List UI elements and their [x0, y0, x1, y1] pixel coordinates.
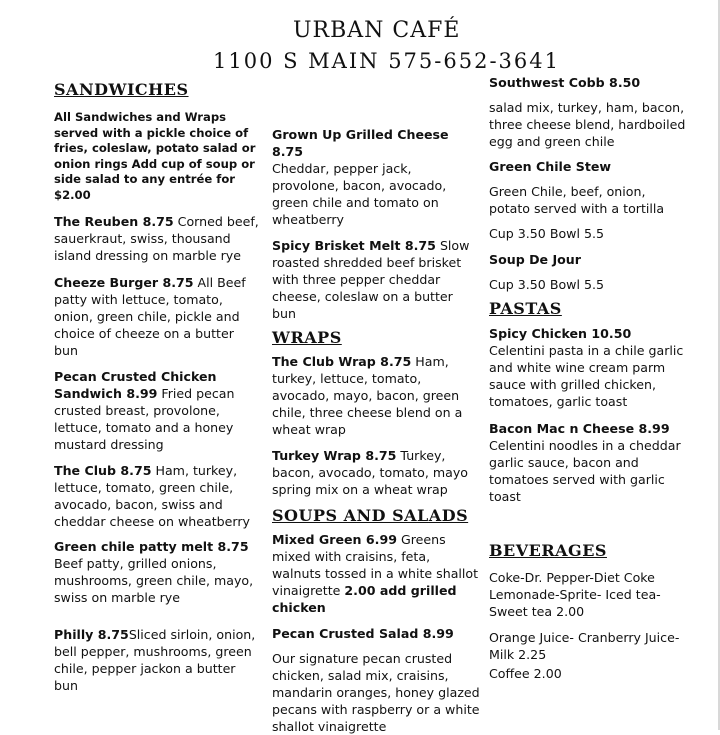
item-title: The Reuben 8.75: [54, 214, 174, 229]
menu-item-pecan-sandwich: [54, 368, 259, 453]
menu-item-spicy-brisket-melt: [272, 237, 480, 322]
menu-item-green-chile-stew-desc: Green Chile, beef, onion, potato served with a tortilla: [489, 184, 665, 216]
item-desc: Celentini noodles in a cheddar garlic sauce, bacon and tomatoes served with garlic toast: [489, 438, 681, 504]
menu-item-club-wrap: [272, 353, 480, 438]
item-title: Pecan Crusted Chicken Sandwich 8.99: [54, 369, 217, 401]
item-title: Spicy Chicken 10.50: [489, 326, 632, 341]
sandwiches-heading: SANDWICHES: [54, 80, 189, 99]
menu-item-patty-melt: [54, 538, 259, 606]
menu-item-pecan-salad-desc: Our signature pecan crusted chicken, salad mix, craisins, mandarin oranges, honey glazed pecans with raspberry or a white shallot vinaigrette: [272, 651, 480, 734]
menu-item-philly: [54, 626, 259, 694]
menu-item-bacon-mac: [489, 420, 689, 505]
item-title: The Club 8.75: [54, 463, 152, 478]
right-column: [489, 74, 689, 682]
menu-item-southwest-cobb-title: Southwest Cobb 8.50: [489, 75, 641, 90]
address-phone: 1100 S MAIN 575-652-3641: [213, 49, 560, 73]
item-title: Philly 8.75: [54, 627, 129, 642]
beverage-juices: Orange Juice- Cranberry Juice-Milk 2.25: [489, 630, 680, 662]
beverage-coffee: Coffee 2.00: [489, 666, 562, 681]
menu-item-grown-up-grilled-cheese: [272, 126, 480, 228]
menu-item-soup-de-jour-price: Cup 3.50 Bowl 5.5: [489, 277, 604, 292]
middle-column: [272, 126, 480, 735]
item-desc: Corned beef, sauerkraut, swiss, thousand island dressing on marble rye: [54, 214, 259, 263]
item-title: The Club Wrap 8.75: [272, 354, 412, 369]
item-extra: 2.00 add grilled chicken: [272, 583, 457, 615]
item-desc: Celentini pasta in a chile garlic and white wine cream parm sauce with grilled chicken, tomatoes, garlic toast: [489, 343, 684, 409]
menu-item-spicy-chicken: [489, 325, 689, 410]
menu-item-mixed-green: [272, 531, 480, 616]
item-desc: Ham, turkey, lettuce, tomato, avocado, mayo, bacon, green chile, three cheese blend on a wheat wrap: [272, 354, 463, 437]
item-desc: Turkey, bacon, avocado, tomato, mayo spring mix on a wheat wrap: [272, 448, 468, 497]
wraps-heading: WRAPS: [272, 328, 342, 347]
item-title: Mixed Green 6.99: [272, 532, 397, 547]
item-desc: Cheddar, pepper jack, provolone, bacon, avocado, green chile and tomato on wheatberry: [272, 161, 447, 227]
menu-item-green-chile-stew-title: Green Chile Stew: [489, 159, 612, 174]
soups-salads-heading: SOUPS AND SALADS: [272, 506, 469, 525]
menu-item-pecan-salad-title: [272, 625, 480, 642]
item-title: Bacon Mac n Cheese 8.99: [489, 421, 670, 436]
menu-item-reuben: [54, 213, 259, 264]
item-title: Pecan Crusted Salad 8.99: [272, 626, 454, 641]
item-title: Green chile patty melt 8.75: [54, 539, 249, 554]
item-desc: Beef patty, grilled onions, mushrooms, green chile, mayo, swiss on marble rye: [54, 556, 254, 605]
sandwich-note: All Sandwiches and Wraps served with a pickle choice of fries, coleslaw, potato salad or onion rings Add cup of soup or side salad to any entrée for $2.00: [54, 110, 256, 202]
item-title: Cheeze Burger 8.75: [54, 275, 194, 290]
item-title: Grown Up Grilled Cheese 8.75: [272, 127, 449, 159]
menu-item-cheeze-burger: [54, 274, 259, 359]
beverages-heading: BEVERAGES: [489, 541, 607, 560]
item-desc: Sliced sirloin, onion, bell pepper, mushrooms, green chile, pepper jackon a butter bun: [54, 627, 256, 693]
cafe-name: URBAN CAFÉ: [293, 18, 461, 43]
menu-item-soup-de-jour-title: Soup De Jour: [489, 252, 581, 267]
item-desc: All Beef patty with lettuce, tomato, onion, green chile, pickle and choice of cheeze on a butter bun: [54, 275, 246, 358]
item-desc: Slow roasted shredded beef brisket with three pepper cheddar cheese, coleslaw on a butter bun: [272, 238, 470, 321]
pastas-heading: PASTAS: [489, 299, 562, 318]
item-desc: Ham, turkey, lettuce, tomato, green chile, avocado, bacon, swiss and cheddar cheese on wheatberry: [54, 463, 250, 529]
beverage-sodas: Coke-Dr. Pepper-Diet Coke Lemonade-Sprite- Iced tea-Sweet tea 2.00: [489, 570, 661, 619]
item-desc: Fried pecan crusted breast, provolone, lettuce, tomato and a honey mustard dressing: [54, 386, 235, 452]
item-title: Spicy Brisket Melt 8.75: [272, 238, 436, 253]
menu-item-the-club: [54, 462, 259, 530]
item-desc: Greens mixed with craisins, feta, walnuts tossed in a white shallot vinaigrette: [272, 532, 479, 598]
menu-item-southwest-cobb-desc: salad mix, turkey, ham, bacon, three cheese blend, hardboiled egg and green chile: [489, 100, 686, 149]
sandwiches-column: [54, 80, 259, 694]
menu-item-green-chile-stew-price: Cup 3.50 Bowl 5.5: [489, 226, 604, 241]
menu-item-turkey-wrap: [272, 447, 480, 498]
item-title: Turkey Wrap 8.75: [272, 448, 397, 463]
